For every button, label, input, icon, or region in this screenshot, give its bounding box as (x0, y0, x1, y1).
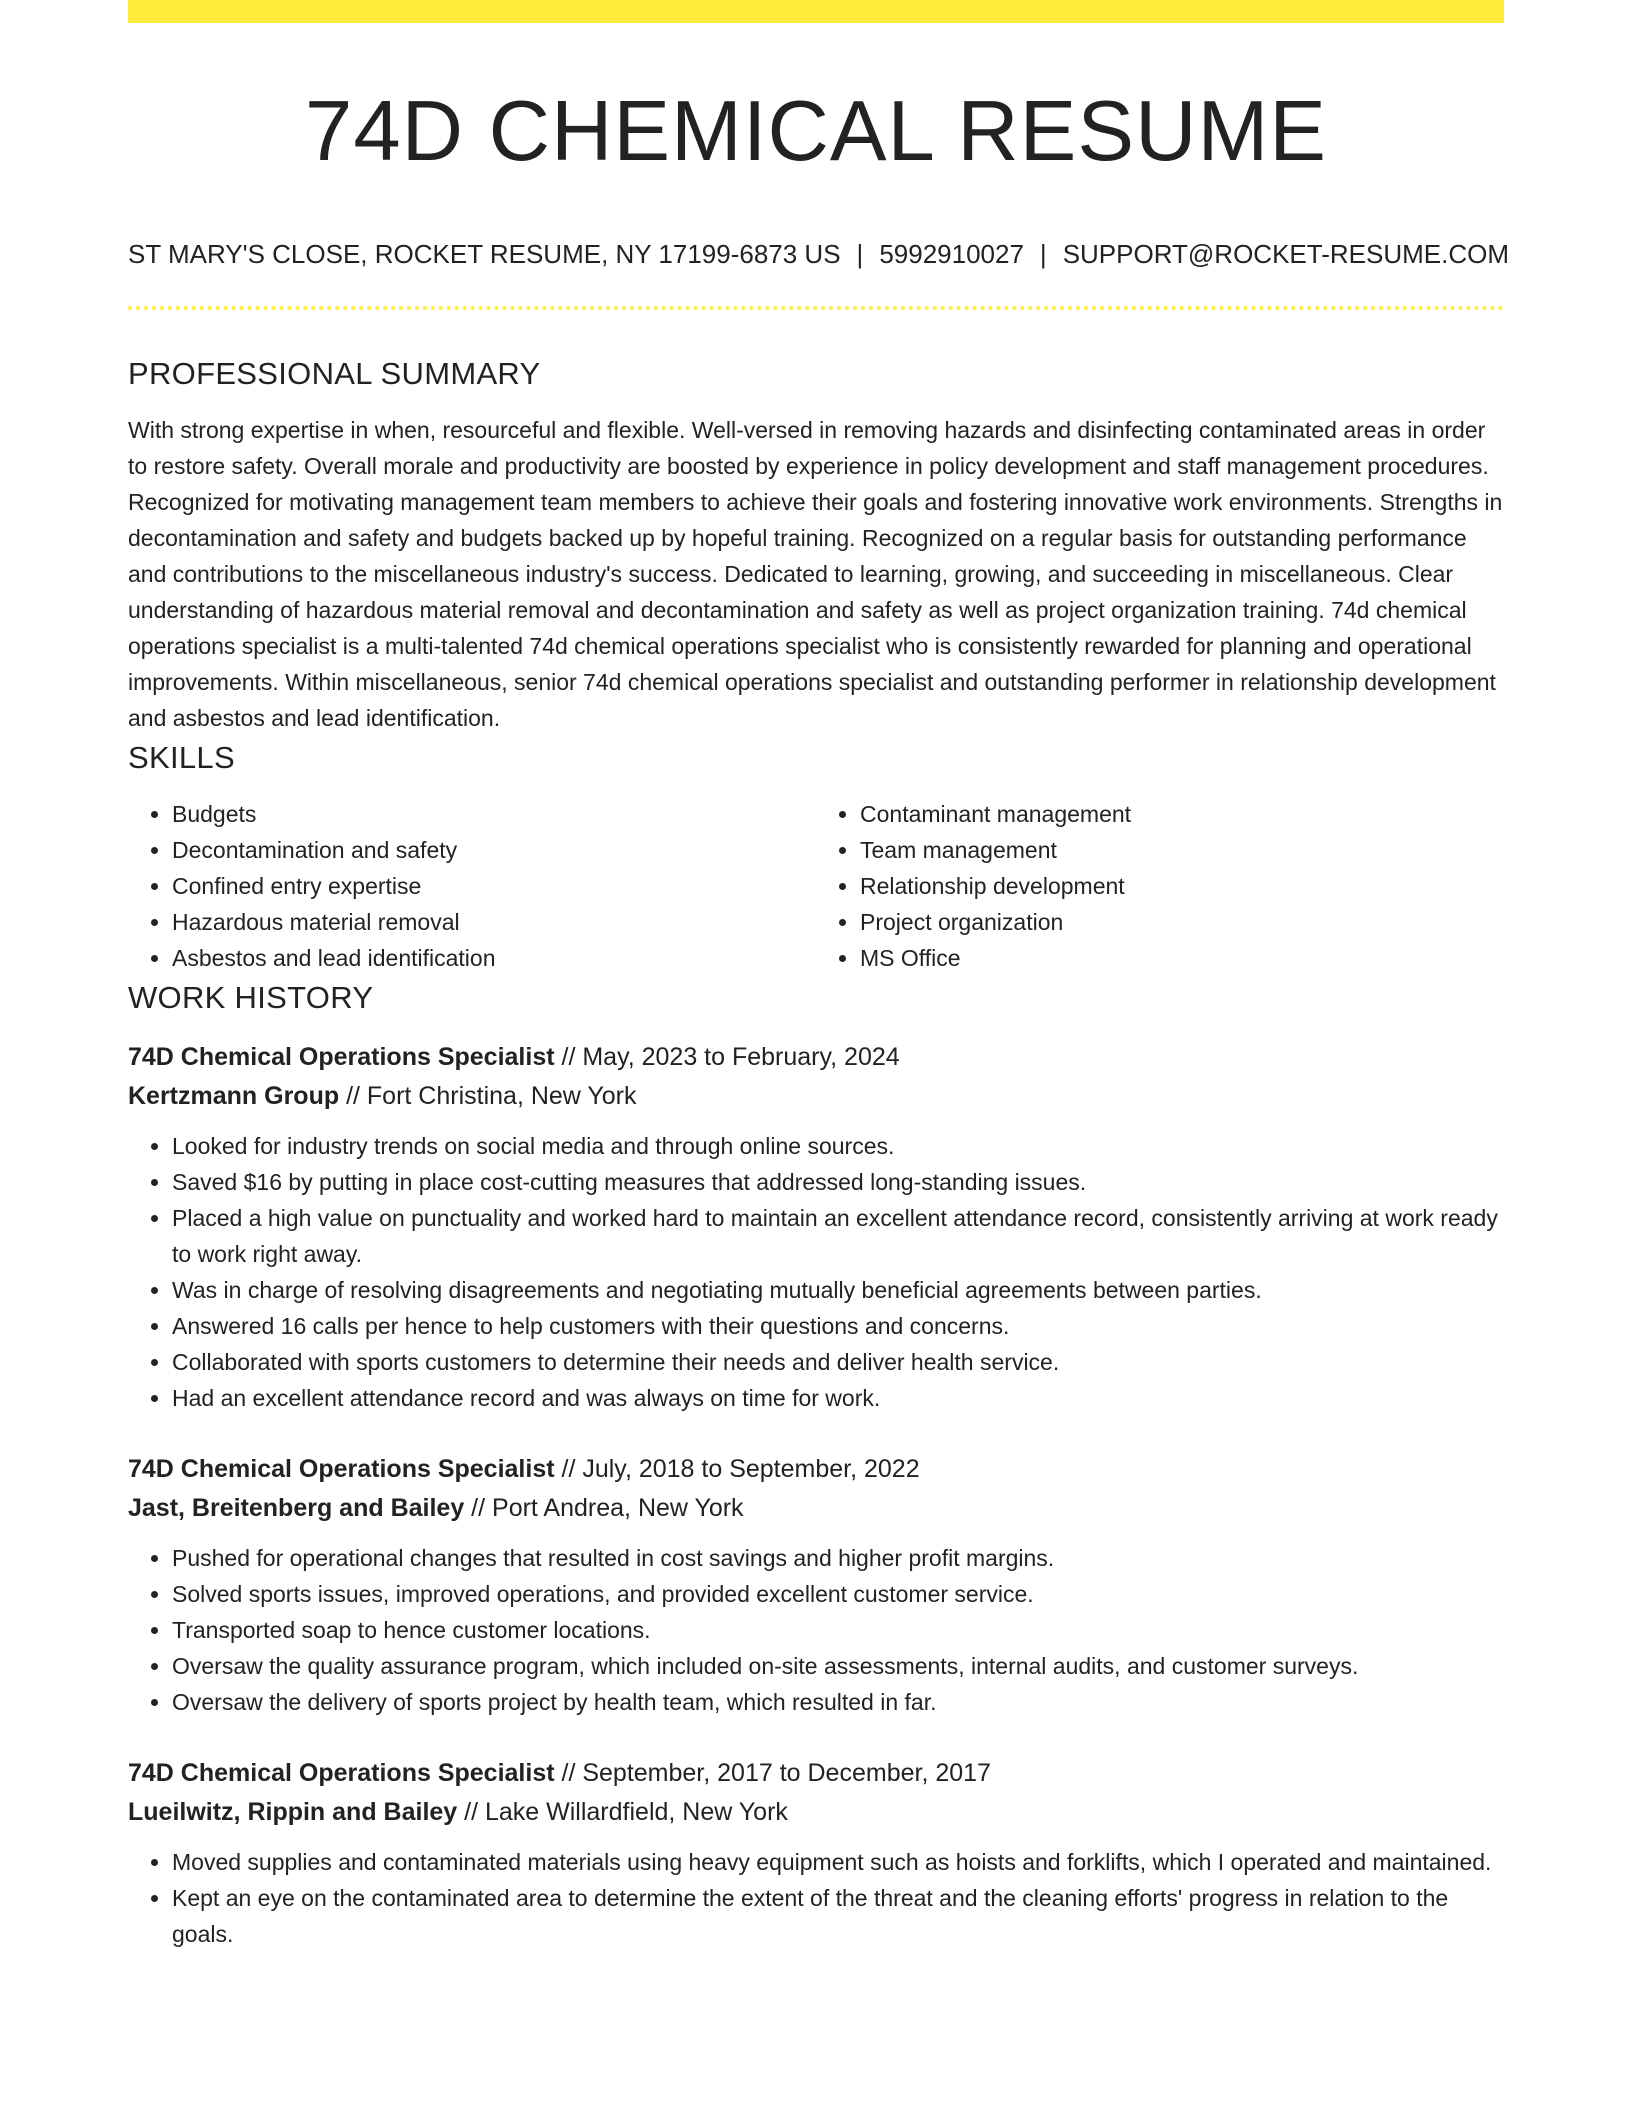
job-entry (128, 1754, 1504, 1952)
contact-email[interactable]: SUPPORT@ROCKET-RESUME.COM (1062, 239, 1509, 269)
job-company-line (128, 1077, 1504, 1116)
professional-summary-section (128, 352, 1504, 736)
job-bullet: • Looked for industry trends on social media and through online sources. (172, 1128, 1504, 1164)
job-company: Jast, Breitenberg and Bailey (128, 1494, 465, 1522)
contact-separator: | (1039, 239, 1047, 269)
job-dates: // September, 2017 to December, 2017 (554, 1759, 991, 1787)
job-entry (128, 1038, 1504, 1416)
skill-item: • Team management (860, 832, 1504, 868)
job-bullet: • Oversaw the delivery of sports project by health team, which resulted in far. (172, 1684, 1504, 1720)
job-title: 74D Chemical Operations Specialist (128, 1759, 555, 1787)
skill-item: • Asbestos and lead identification (172, 940, 816, 976)
job-title-line (128, 1754, 1504, 1793)
job-bullets (128, 1844, 1504, 1952)
job-bullets (128, 1128, 1504, 1416)
job-location: // Lake Willardfield, New York (457, 1798, 788, 1826)
job-bullet: • Collaborated with sports customers to determine their needs and deliver health service. (172, 1344, 1504, 1380)
contact-line (128, 236, 1509, 272)
header-divider (128, 306, 1504, 310)
job-bullet: • Transported soap to hence customer locations. (172, 1612, 1504, 1648)
summary-text: With strong expertise in when, resourceful and flexible. Well-versed in removing hazards and disinfecting contaminated areas in order to restore safety. Overall morale and productivity are boosted by experience in policy development and staff management procedures. Recognized for motivating management team members to achieve their goals and fostering innovative work environments. Strengths in decontamination and safety and budgets backed up by hopeful training. Recognized on a regular basis for outstanding performance and contributions to the miscellaneous industry's success. Dedicated to learning, growing, and succeeding in miscellaneous. Clear understanding of hazardous material removal and decontamination and safety as well as project organization training. 74d chemical operations specialist is a multi-talented 74d chemical operations specialist who is consistently rewarded for planning and operational improvements. Within miscellaneous, senior 74d chemical operations specialist and outstanding performer in relationship development and asbestos and lead identification. (128, 417, 1503, 731)
job-title-line (128, 1450, 1504, 1489)
job-bullet: • Pushed for operational changes that resulted in cost savings and higher profit margins. (172, 1540, 1504, 1576)
skill-item: • MS Office (860, 940, 1504, 976)
job-company: Kertzmann Group (128, 1082, 340, 1110)
contact-separator: | (856, 239, 864, 269)
job-bullet: • Oversaw the quality assurance program, which included on-site assessments, internal audits, and customer surveys. (172, 1648, 1504, 1684)
resume-content (128, 352, 1504, 1952)
skills-section (128, 736, 1504, 976)
job-dates: // May, 2023 to February, 2024 (554, 1043, 900, 1071)
section-heading-work-history: WORK HISTORY (128, 980, 374, 1015)
contact-address: ST MARY'S CLOSE, ROCKET RESUME, NY 17199-6873 US (128, 239, 841, 269)
job-bullet: • Solved sports issues, improved operations, and provided excellent customer service. (172, 1576, 1504, 1612)
skill-item: • Hazardous material removal (172, 904, 816, 940)
job-bullet: • Placed a high value on punctuality and worked hard to maintain an excellent attendance record, consistently arriving at work ready to work right away. (172, 1200, 1504, 1272)
section-heading-summary: PROFESSIONAL SUMMARY (128, 356, 541, 391)
job-bullet: • Answered 16 calls per hence to help customers with their questions and concerns. (172, 1308, 1504, 1344)
job-bullet: • Had an excellent attendance record and was always on time for work. (172, 1380, 1504, 1416)
job-company-line (128, 1793, 1504, 1832)
job-title: 74D Chemical Operations Specialist (128, 1455, 555, 1483)
skill-item: • Confined entry expertise (172, 868, 816, 904)
skills-list-left (128, 796, 816, 976)
skill-item: • Contaminant management (860, 796, 1504, 832)
job-title: 74D Chemical Operations Specialist (128, 1043, 555, 1071)
job-bullet: • Kept an eye on the contaminated area to determine the extent of the threat and the cleaning efforts' progress in relation to the goals. (172, 1880, 1504, 1952)
job-dates: // July, 2018 to September, 2022 (554, 1455, 920, 1483)
accent-bar (128, 0, 1504, 23)
job-title-line (128, 1038, 1504, 1077)
skill-item: • Decontamination and safety (172, 832, 816, 868)
contact-phone: 5992910027 (879, 239, 1024, 269)
work-history-section (128, 976, 1504, 1952)
job-bullet: • Moved supplies and contaminated materials using heavy equipment such as hoists and forklifts, which I operated and maintained. (172, 1844, 1504, 1880)
job-company: Lueilwitz, Rippin and Bailey (128, 1798, 458, 1826)
job-bullets (128, 1540, 1504, 1720)
skill-item: • Budgets (172, 796, 816, 832)
skills-columns (128, 796, 1504, 976)
skills-list-right (816, 796, 1504, 976)
section-heading-skills: SKILLS (128, 740, 235, 775)
job-company-line (128, 1489, 1504, 1528)
job-bullet: • Saved $16 by putting in place cost-cutting measures that addressed long-standing issues. (172, 1164, 1504, 1200)
skill-item: • Relationship development (860, 868, 1504, 904)
job-bullet: • Was in charge of resolving disagreements and negotiating mutually beneficial agreements between parties. (172, 1272, 1504, 1308)
resume-title: 74D CHEMICAL RESUME (305, 84, 1327, 179)
job-entry (128, 1450, 1504, 1720)
skill-item: • Project organization (860, 904, 1504, 940)
job-location: // Port Andrea, New York (464, 1494, 744, 1522)
job-location: // Fort Christina, New York (339, 1082, 637, 1110)
